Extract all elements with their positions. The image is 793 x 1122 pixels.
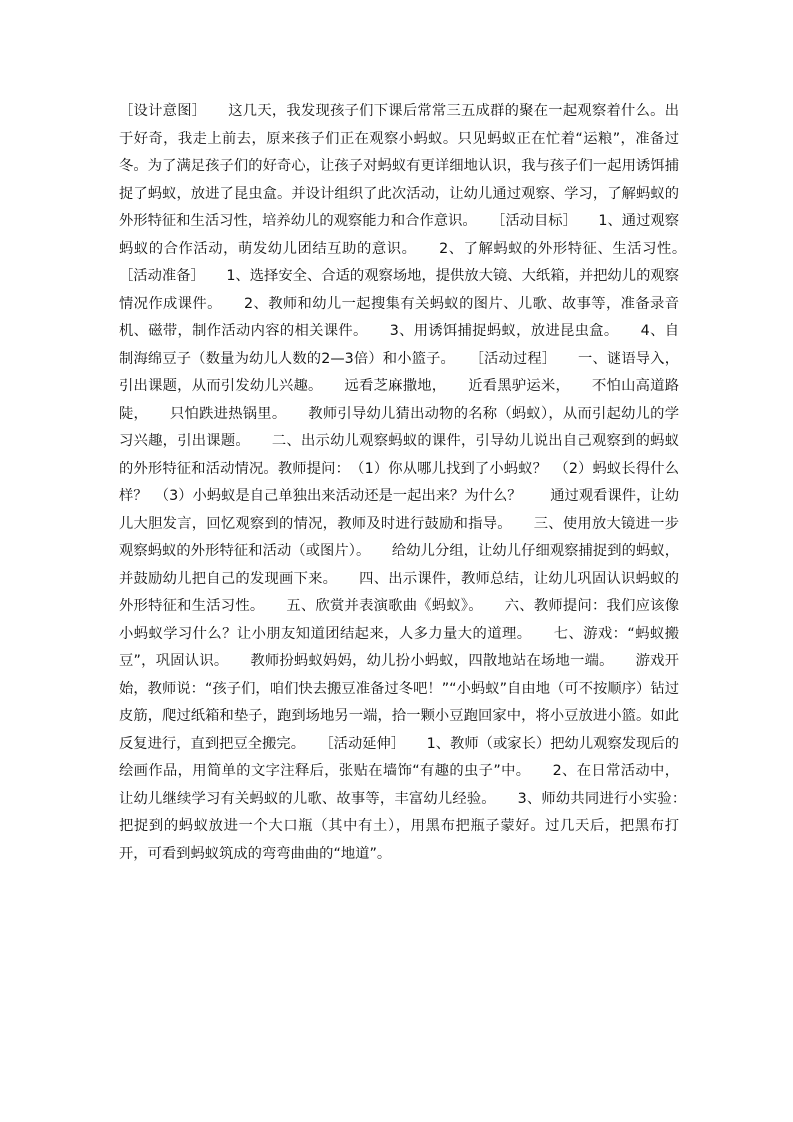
lesson-plan-text: ［设计意图］ 这几天，我发现孩子们下课后常常三五成群的聚在一起观察着什么。出于好奇，我走上前去，原来孩子们正在观察小蚂蚁。只见蚂蚁正在忙着“运粮”，准备过冬。为了满足孩子们的好奇心，让孩子对蚂蚁有更详细地认识，我与孩子们一起用诱饵捕捉了蚂蚁，放进了昆虫盒。并设计组织了此次活动，让幼儿通过观察、学习，了解蚂蚁的外形特征和生活习性，培养幼儿的观察能力和合作意识。 ［活动目标］ 1、通过观察蚂蚁的合作活动，萌发幼儿团结互助的意识。 2、了解蚂蚁的外形特征、生活习性。 ［活动准备］ 1、选择安全、合适的观察场地，提供放大镜、大纸箱，并把幼儿的观察情况作成课件。 2、教师和幼儿一起搜集有关蚂蚁的图片、儿歌、故事等，准备录音机、磁带，制作活动内容的相关课件。 3、用诱饵捕捉蚂蚁，放进昆虫盒。 4、自制海绵豆子（数量为幼儿人数的2—3倍）和小篮子。 ［活动过程］ 一、谜语导入，引出课题，从而引发幼儿兴趣。 远看芝麻撒地， 近看黑驴运米， 不怕山高道路陡， 只怕跌进热锅里。 教师引导幼儿猜出动物的名称（蚂蚁），从而引起幼儿的学习兴趣，引出课题。 二、出示幼儿观察蚂蚁的课件，引导幼儿说出自己观察到的蚂蚁的外形特征和活动情况。教师提问： （1）你从哪儿找到了小蚂蚁？ （2）蚂蚁长得什么样？ （3）小蚂蚁是自己单独出来活动还是一起出来？为什么？ 通过观看课件，让幼儿大胆发言，回忆观察到的情况，教师及时进行鼓励和指导。 三、使用放大镜进一步观察蚂蚁的外形特征和活动（或图片）。 给幼儿分组，让幼儿仔细观察捕捉到的蚂蚁，并鼓励幼儿把自己的发现画下来。 四、出示课件，教师总结，让幼儿巩固认识蚂蚁的外形特征和生活习性。 五、欣赏并表演歌曲《蚂蚁》。 六、教师提问：我们应该像小蚂蚁学习什么？让小朋友知道团结起来，人多力量大的道理。 七、游戏：“蚂蚁搬豆”，巩固认识。 教师扮蚂蚁妈妈，幼儿扮小蚂蚁，四散地站在场地一端。 游戏开始，教师说：“孩子们，咱们快去搬豆准备过冬吧！”“小蚂蚁”自由地（可不按顺序）钻过皮筋，爬过纸箱和垫子，跑到场地另一端，拾一颗小豆跑回家中，将小豆放进小篮。如此反复进行，直到把豆全搬完。 ［活动延伸］ 1、教师（或家长）把幼儿观察发现后的绘画作品，用简单的文字注释后，张贴在墙饰“有趣的虫子”中。 2、在日常活动中，让幼儿继续学习有关蚂蚁的儿歌、故事等，丰富幼儿经验。 3、师幼共同进行小实验： 把捉到的蚂蚁放进一个大口瓶（其中有土），用黑布把瓶子蒙好。过几天后，把黑布打开，可看到蚂蚁筑成的弯弯曲曲的“地道”。 — [119, 103, 708, 862]
